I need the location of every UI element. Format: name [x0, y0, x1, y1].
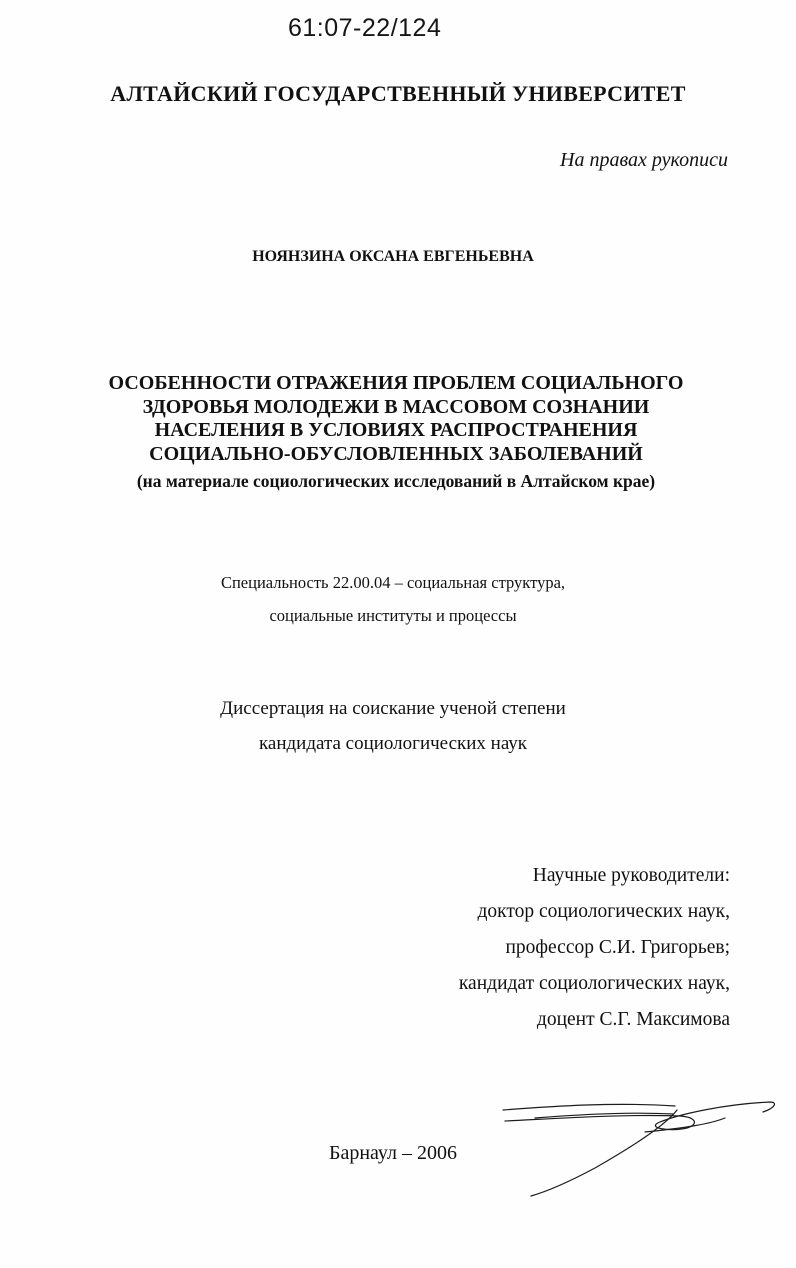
specialty-block: [0, 566, 786, 632]
supervisors-line: доктор социологических наук,: [477, 901, 730, 922]
degree-line: кандидата социологических наук: [258, 733, 528, 754]
library-stamp-number: 61:07-22/124: [288, 14, 442, 42]
dissertation-title: [0, 372, 792, 466]
title-line: ЗДОРОВЬЯ МОЛОДЕЖИ В МАССОВОМ СОЗНАНИИ: [142, 395, 650, 418]
supervisors-line: профессор С.И. Григорьев;: [505, 937, 730, 958]
manuscript-note: На правах рукописи: [560, 149, 728, 171]
university-name: АЛТАЙСКИЙ ГОСУДАРСТВЕННЫЙ УНИВЕРСИТЕТ: [110, 81, 686, 106]
degree-block: [0, 691, 786, 761]
title-line: ОСОБЕННОСТИ ОТРАЖЕНИЯ ПРОБЛЕМ СОЦИАЛЬНОГО: [108, 372, 684, 394]
title-line: НАСЕЛЕНИЯ В УСЛОВИЯХ РАСПРОСТРАНЕНИЯ: [154, 419, 638, 441]
specialty-line: социальные институты и процессы: [269, 606, 517, 625]
supervisors-block: [459, 858, 730, 1038]
degree-line: Диссертация на соискание ученой степени: [220, 698, 566, 719]
author-name: НОЯНЗИНА ОКСАНА ЕВГЕНЬЕВНА: [252, 248, 534, 265]
dissertation-subtitle: (на материале социологических исследований в Алтайском крае): [136, 471, 656, 491]
supervisors-line: кандидат социологических наук,: [458, 973, 730, 994]
supervisors-line: Научные руководители:: [532, 865, 730, 886]
city-year: Барнаул – 2006: [328, 1142, 458, 1164]
specialty-line: Специальность 22.00.04 – социальная структура,: [220, 573, 566, 592]
supervisors-line: доцент С.Г. Максимова: [536, 1009, 730, 1030]
title-line: СОЦИАЛЬНО-ОБУСЛОВЛЕННЫХ ЗАБОЛЕВАНИЙ: [149, 442, 643, 465]
